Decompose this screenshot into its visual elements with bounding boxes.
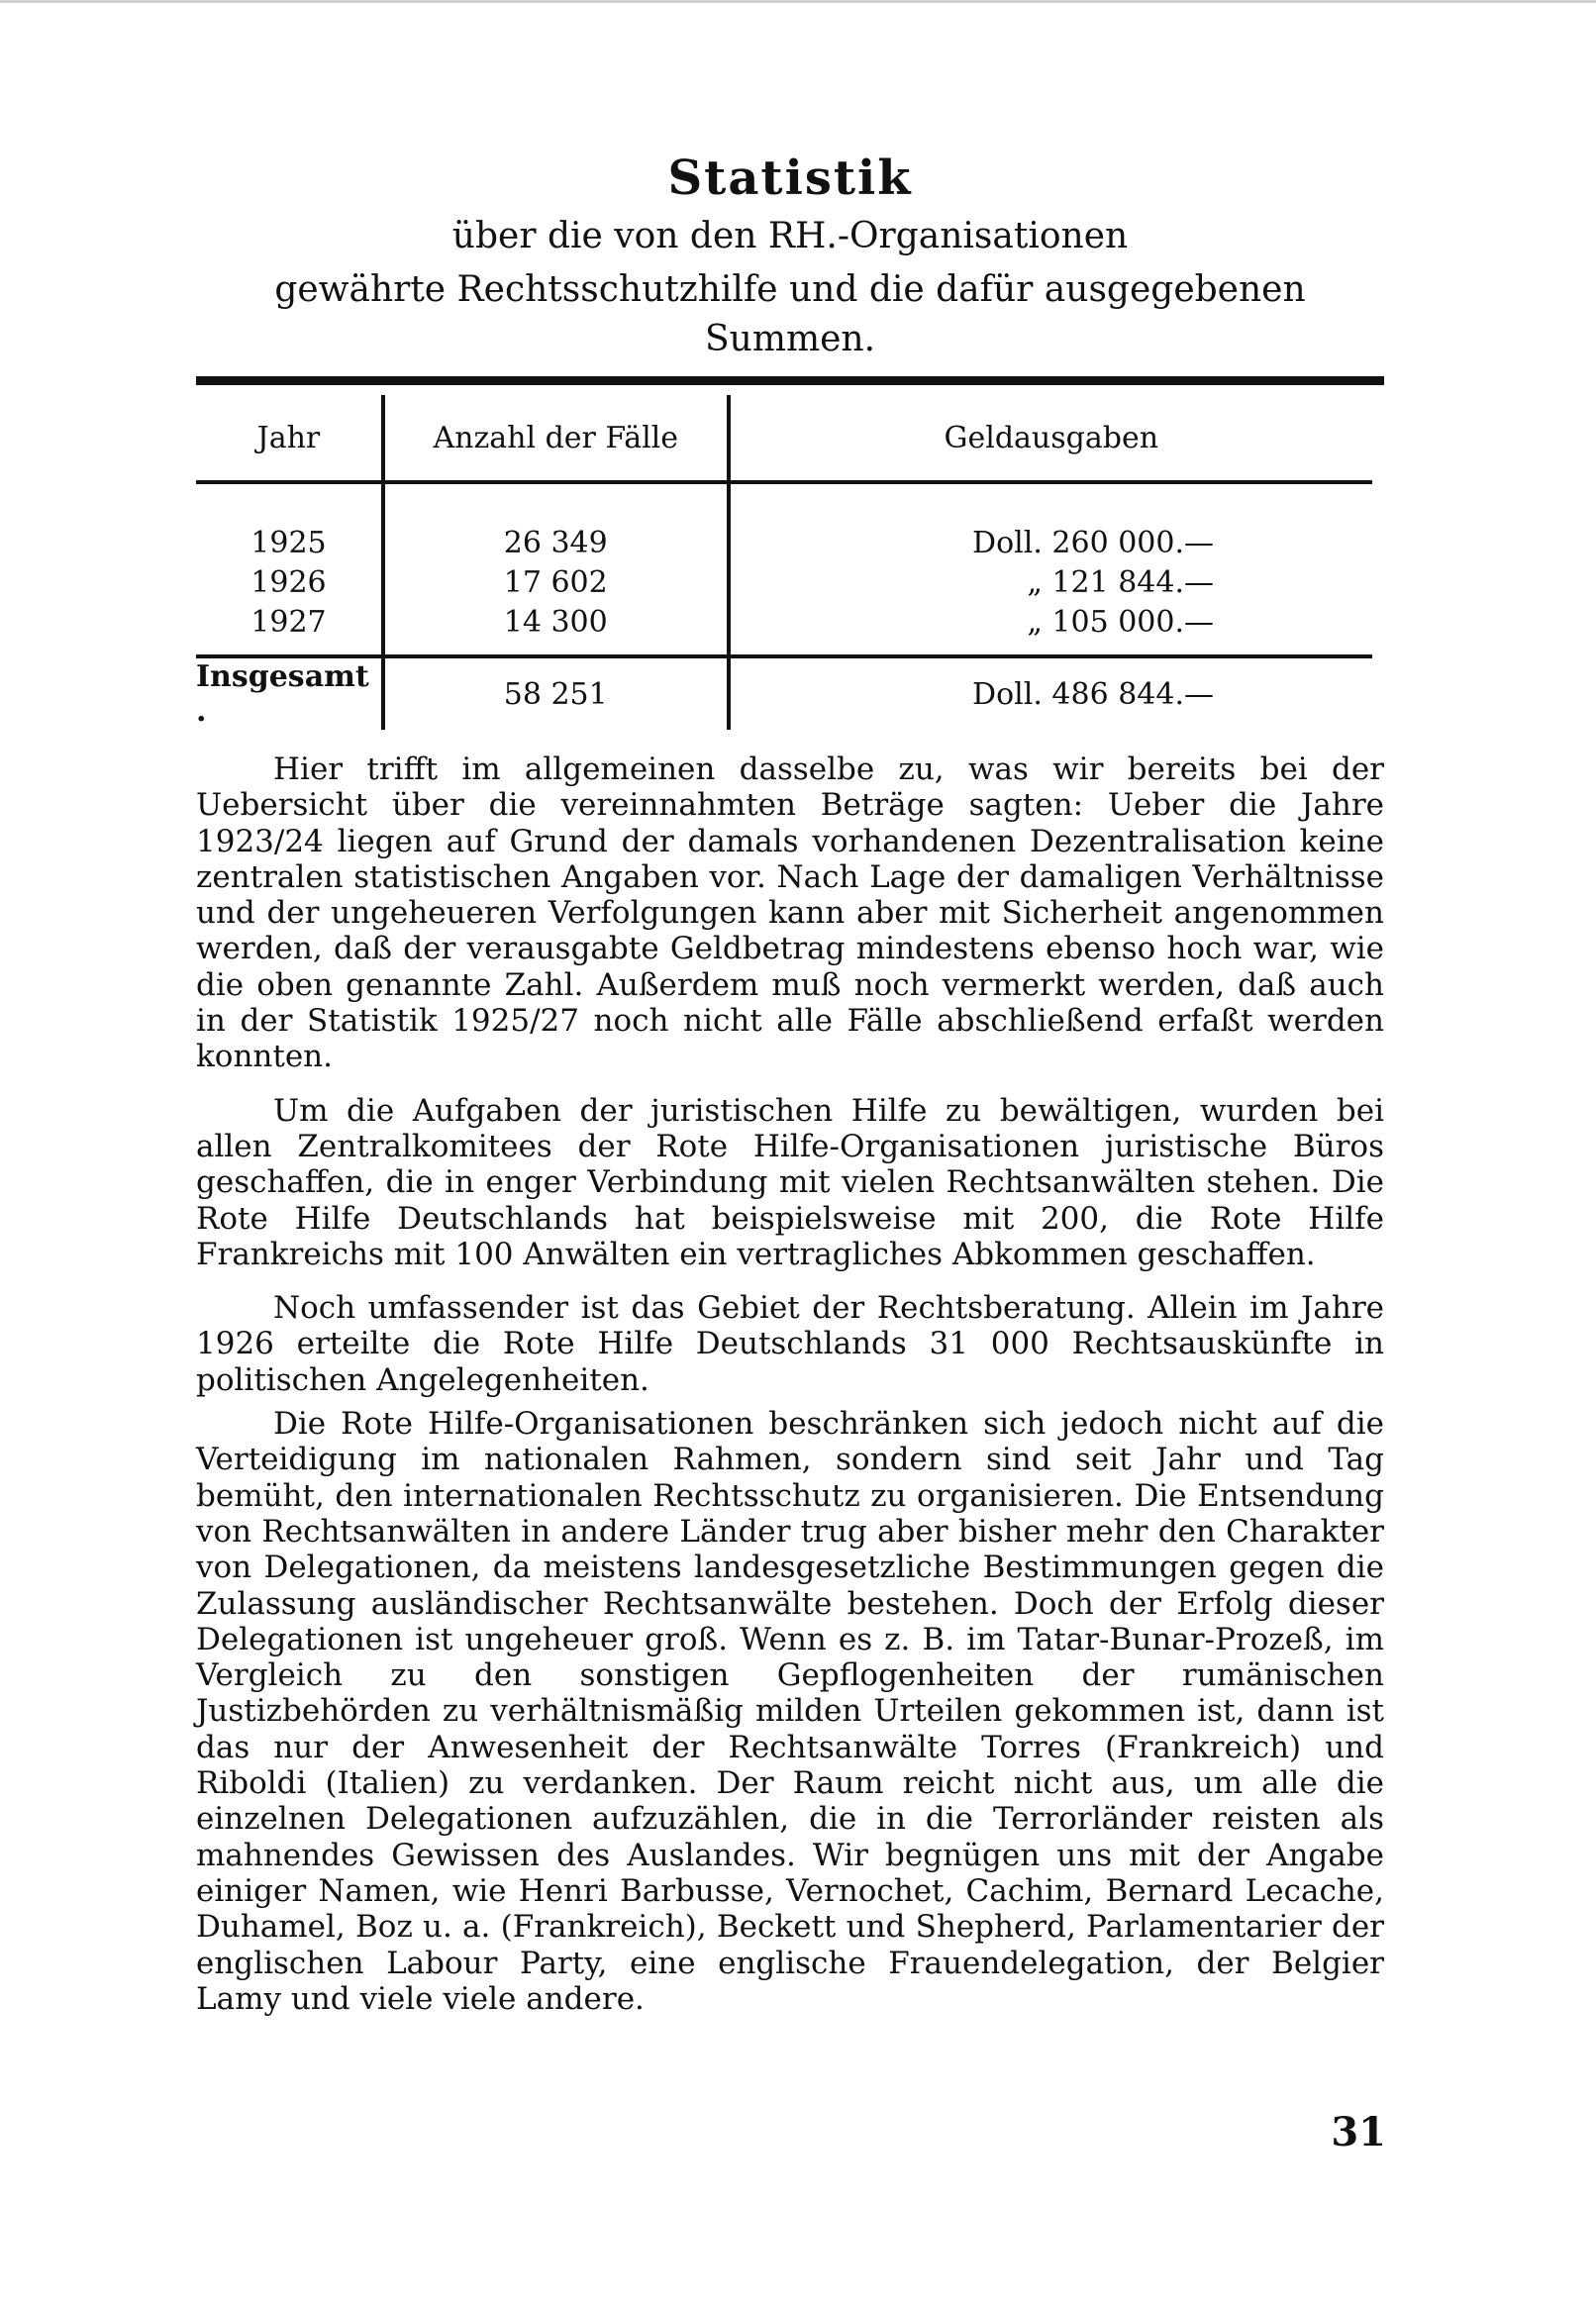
page-number: 31 bbox=[1331, 2109, 1386, 2155]
header-amount: Geldausgaben bbox=[729, 395, 1372, 482]
cell-year: 1926 bbox=[250, 565, 327, 600]
table-header-row bbox=[196, 395, 1372, 482]
paragraph: Die Rote Hilfe-Organisationen beschränken sich jedoch nicht auf die Verteidigung im nationalen Rahmen, sondern sind seit Jahr und Tag bemüht, den internationalen Rechtsschutz zu organisieren. Die Entsendung von Rechtsanwälten in andere Länder trug aber bisher mehr den Charakter von Delegationen, da meistens landesgesetzliche Bestimmungen gegen die Zulassung ausländischer Rechtsanwälte bestehen. Doch der Erfolg dieser Delegationen ist ungeheuer groß. Wenn es z. B. im Tatar-Bunar-Prozeß, im Vergleich zu den sonstigen Gepflogenheiten der rumänischen Justizbehörden zu verhältnismäßig milden Urteilen gekommen ist, dann ist das nur der Anwesenheit der Rechtsanwälte Torres (Frankreich) und Riboldi (Italien) zu verdanken. Der Raum reicht nicht aus, um alle die einzelnen Delegationen aufzuzählen, die in die Terrorländer reisten als mahnendes Gewissen des Auslandes. Wir begnügen uns mit der Angabe einiger Namen, wie Henri Barbusse, Vernochet, Cachim, Bernard Lecache, Duhamel, Boz u. a. (Frankreich), Beckett und Shepherd, Parlamentarier der englischen Labour Party, eine englische Frauendelegation, der Belgier Lamy und viele viele andere. bbox=[196, 1406, 1384, 2017]
paragraph: Um die Aufgaben der juristischen Hilfe zu bewältigen, wurden bei allen Zentralkomitees der Rote Hilfe-Organisationen juristische Büros geschaffen, die in enger Verbindung mit vielen Rechtsanwälten stehen. Die Rote Hilfe Deutschlands hat beispielsweise mit 200, die Rote Hilfe Frankreichs mit 100 Anwälten ein vertragliches Abkommen geschaffen. bbox=[196, 1092, 1384, 1272]
subtitle-line-1: über die von den RH.-Organisationen bbox=[451, 216, 1129, 256]
title-rule bbox=[196, 376, 1384, 385]
cell-cases: 26 349 bbox=[383, 524, 729, 563]
table-row bbox=[196, 524, 1372, 563]
total-amount: Doll. 486 844.— bbox=[729, 656, 1372, 730]
cell-amount: „ 121 844.— bbox=[729, 563, 1372, 603]
table-row bbox=[196, 603, 1372, 656]
subtitle-line-2: gewährte Rechtsschutzhilfe und die dafür ausgegebenen Summen. bbox=[274, 269, 1306, 359]
header-year: Jahr bbox=[196, 395, 383, 482]
cell-cases: 17 602 bbox=[383, 563, 729, 603]
cell-amount: Doll. 260 000.— bbox=[729, 524, 1372, 563]
statistics-table bbox=[196, 395, 1372, 730]
cell-year: 1927 bbox=[196, 603, 383, 656]
header-cases: Anzahl der Fälle bbox=[383, 395, 729, 482]
cell-amount: „ 105 000.— bbox=[729, 603, 1372, 656]
document-page bbox=[196, 149, 1384, 2035]
total-label: Insgesamt . bbox=[196, 659, 369, 729]
paragraph: Noch umfassender ist das Gebiet der Rechtsberatung. Allein im Jahre 1926 erteilte die Rote Hilfe Deutschlands 31 000 Rechtsauskünfte in politischen Angelegenheiten. bbox=[196, 1290, 1384, 1398]
table-row bbox=[196, 563, 1372, 603]
cell-year: 1925 bbox=[250, 526, 327, 560]
total-cases: 58 251 bbox=[383, 656, 729, 730]
table-total-row bbox=[196, 656, 1372, 730]
body-text bbox=[196, 751, 1384, 2017]
cell-cases: 14 300 bbox=[383, 603, 729, 656]
paragraph: Hier trifft im allgemeinen dasselbe zu, was wir bereits bei der Uebersicht über die vereinnahmten Beträge sagten: Ueber die Jahre 1923/24 liegen auf Grund der damals vorhandenen Dezentralisation keine zentralen statistischen Angaben vor. Nach Lage der damaligen Verhältnisse und der ungeheueren Verfolgungen kann aber mit Sicherheit angenommen werden, daß der verausgabte Geldbetrag mindestens ebenso hoch war, wie die oben genannte Zahl. Außerdem muß noch vermerkt werden, daß auch in der Statistik 1925/27 noch nicht alle Fälle abschließend erfaßt werden konnten. bbox=[196, 751, 1384, 1075]
table-spacer bbox=[196, 482, 1372, 524]
scan-top-edge bbox=[0, 0, 1596, 3]
document-title: Statistik bbox=[667, 150, 913, 206]
